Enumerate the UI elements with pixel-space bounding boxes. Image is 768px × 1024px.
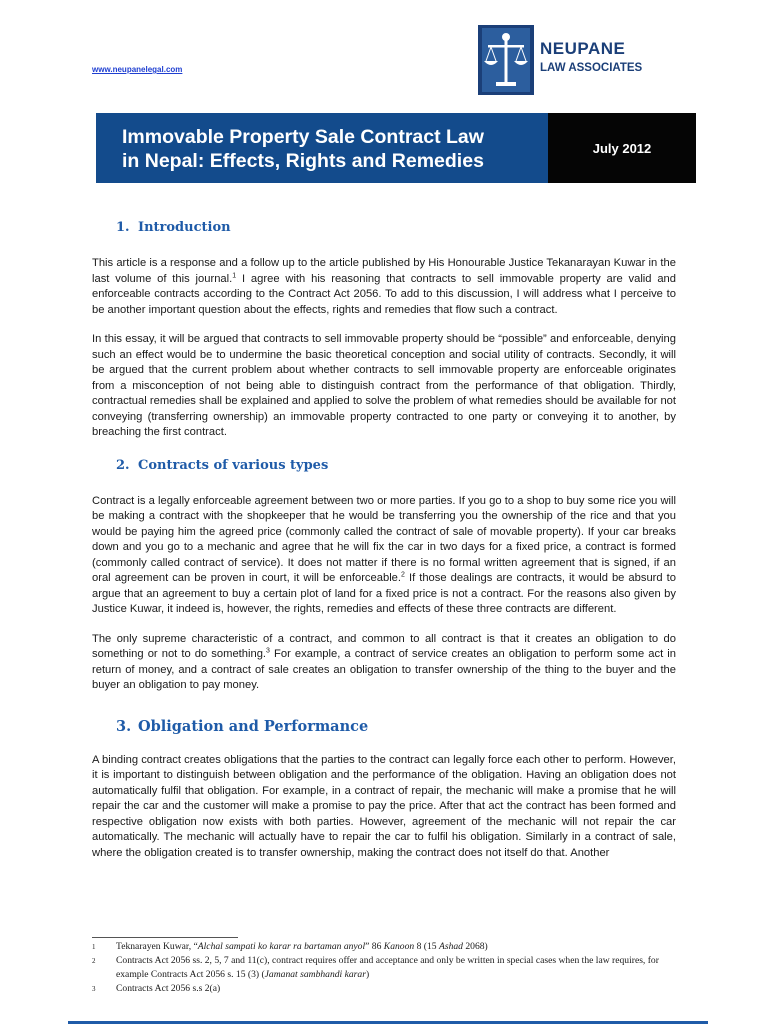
article-body — [92, 220, 676, 861]
website-link[interactable]: www.neupanelegal.com — [92, 65, 183, 74]
footnote-ref[interactable]: 2 — [401, 571, 405, 579]
paragraph: A binding contract creates obligations that the parties to the contract can legally force each other to perform. However, it is important to distinguish between obligation and the performance of the obligation. Having an obligation does not automatically fulfil that obligation. For example, in a contract of repair, the mechanic will make a promise that he will repair the car and the customer will make a promise to pay the price. After that act the contract has been formed and respective obligation now exists with both parties. However, agreement of the mechanic will not repair the car automatically. The mechanic will actually have to repair the car to fulfil his obligation. Similarly in a contract of sale, where the obligation created is to transfer ownership, making the contract does not itself do that. Another — [92, 753, 676, 859]
paragraph: Contract is a legally enforceable agreement between two or more parties. If you go to a shop to buy some rice you will be making a contract with the shopkeeper that he would be transferring you the ownership of the rice and that you would be paying him the agreed price (commonly called the contract of sale of movable property). If your car breaks down and you go to a mechanic and agree that he will fix the car in two days for a fixed price, a contract is formed (commonly called contract of service). It does not matter if there is no formal written agreement that is signed, if an oral agreement can be proven in court, it will be enforceable.$^2$ If those dealings are contracts, it would be absurd to argue that an agreement to buy a certain plot of land for a fixed price is not a contract. For the reasons also given by Justice Kuwar, it indeed is, however, the rights, remedies and effects of these three contracts are different. — [92, 494, 676, 615]
title-banner — [96, 113, 696, 183]
paragraph: This article is a response and a follow up to the article published by His Honourable Justice Tekanarayan Kuwar in the last volume of this journal.$^1$ I agree with his reasoning that contracts to sell immovable property are valid and enforceable contracts according to the Contract Act 2056. To add to this discussion, I will address what I perceive to be another important question about the effects, rights and remedies that flow such a contract. — [92, 257, 677, 316]
section-heading-obligation: 3. Obligation and Performance — [116, 717, 369, 735]
scales-of-justice-icon — [478, 25, 534, 95]
logo-name: NEUPANE — [540, 39, 626, 58]
section-heading-contracts: 2. Contracts of various types — [116, 457, 329, 473]
publication-date: July 2012 — [548, 113, 696, 183]
article-title-line-1: Immovable Property Sale Contract Law — [122, 126, 484, 148]
paragraph: The only supreme characteristic of a contract, and common to all contract is that it creates an obligation to do something or not to do something.$^3$ For example, a contract of service creates an obligation to perform some act in return of money, and a contract of sale creates an obligation to transfer ownership of the thing to the buyer and the buyer an obligation to pay money. — [92, 632, 676, 691]
footnotes — [92, 940, 672, 996]
article-title — [96, 113, 548, 183]
footnote: 1 Teknarayen Kuwar, “Alchal sampati ko karar ra bartaman anyol” 86 Kanoon 8 (15 Ashad 2068) — [92, 941, 488, 952]
logo-subtitle: LAW ASSOCIATES — [540, 62, 643, 74]
footnote-separator — [92, 937, 238, 938]
footnote: 2 Contracts Act 2056 ss. 2, 5, 7 and 11(c), contract requires offer and acceptance and only be written in special cases when the law requires, for example Contracts Act 2056 s. 15 (3) (Jamanat sambhandi karar) — [92, 955, 659, 980]
article-title-line-2: in Nepal: Effects, Rights and Remedies — [122, 150, 484, 172]
footnote: 3 Contracts Act 2056 s.s 2(a) — [92, 983, 221, 994]
paragraph: In this essay, it will be argued that contracts to sell immovable property should be “possible” and enforceable, denying such an effect would be to undermine the basic theoretical conception and social utility of contracts. Secondly, it will be argued that the current problem about whether contracts to sell immovable property are enforceable originates from a misconception of not being able to distinguish contract from the performance of that obligation. Thirdly, contractual remedies shall be explained and applied to solve the problem of what remedies should be available for not conveying (transferring ownership) an immovable property contracted to one party or conveying it to another, by breaching the first contract. — [92, 333, 676, 438]
section-heading-introduction: 1. Introduction — [116, 220, 231, 235]
footnote-ref[interactable]: 1 — [232, 271, 237, 279]
firm-logo — [478, 25, 678, 95]
footnote-ref[interactable]: 3 — [266, 647, 270, 655]
